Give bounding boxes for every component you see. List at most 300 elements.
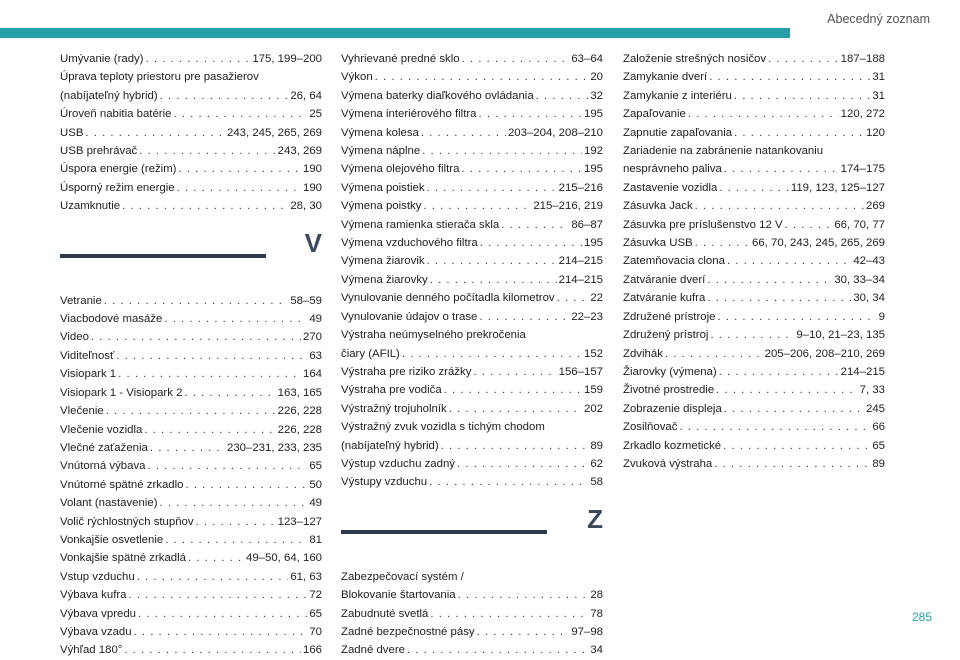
index-page-refs: 49: [309, 497, 322, 510]
index-page-refs: 195: [583, 163, 603, 176]
index-term: Uzamknutie: [60, 200, 121, 213]
dot-leader: [688, 105, 839, 123]
index-term: Viditeľnosť: [60, 349, 115, 362]
dot-leader: [104, 292, 289, 310]
dot-leader: [734, 124, 864, 142]
index-entry-line: [341, 234, 603, 252]
index-entry-line: [341, 252, 603, 270]
index-page-refs: 269: [865, 200, 885, 213]
index-term: Výstupy vzduchu: [341, 476, 428, 489]
index-term: Zvuková výstraha: [623, 457, 713, 470]
index-entry: [60, 457, 322, 475]
index-entry-line: [341, 271, 603, 289]
index-page-refs: 30, 33–34: [834, 273, 885, 286]
index-entry-line: [60, 605, 322, 623]
dot-leader: [719, 179, 788, 197]
index-page-refs: 65: [309, 607, 322, 620]
index-entry-line: [341, 623, 603, 641]
index-entry: [60, 531, 322, 549]
dot-leader: [118, 365, 301, 383]
index-entry-line: [341, 586, 603, 604]
index-page-refs: 42–43: [853, 255, 885, 268]
index-term: Združené prístroje: [623, 310, 716, 323]
index-entry-line: [60, 439, 322, 457]
index-entry: [341, 179, 603, 197]
index-term: Zrkadlo kozmetické: [623, 439, 722, 452]
index-entry-line: [341, 455, 603, 473]
index-term: Výkon: [341, 71, 373, 84]
index-entry-line: [60, 365, 322, 383]
index-entry-line: [60, 494, 322, 512]
index-entry-line: [341, 179, 603, 197]
index-page-refs: 63–64: [571, 53, 603, 65]
index-entry: [60, 476, 322, 494]
dot-leader: [557, 289, 589, 307]
dot-leader: [139, 142, 275, 160]
index-entry-line: [60, 384, 322, 402]
dot-leader: [444, 381, 582, 399]
index-term: Visiopark 1 - Visiopark 2: [60, 386, 183, 399]
index-entry: [341, 252, 603, 270]
index-entry-line: [623, 50, 885, 68]
dot-leader: [695, 234, 750, 252]
index-entry-line: [60, 641, 322, 659]
index-page-refs: 245: [865, 402, 885, 415]
index-page-refs: 22–23: [571, 310, 603, 323]
index-page-refs: 66, 70, 243, 245, 265, 269: [751, 237, 885, 250]
index-term: Výbava kufra: [60, 589, 127, 602]
index-term: Vonkajšie osvetlenie: [60, 533, 164, 546]
index-term: Založenie strešných nosičov: [623, 53, 767, 65]
dot-leader: [707, 271, 832, 289]
index-term: Zdvihák: [623, 347, 663, 360]
dot-leader: [106, 402, 276, 420]
index-entry-line: [60, 476, 322, 494]
dot-leader: [128, 586, 307, 604]
index-entry-line: [341, 197, 603, 215]
index-entry: [623, 197, 885, 215]
index-page-refs: 28: [590, 589, 603, 602]
index-entry-line: [341, 400, 603, 418]
index-entry-line: [623, 289, 885, 307]
index-page-refs: 187–188: [840, 53, 885, 65]
index-entry-line: [623, 252, 885, 270]
index-entry: [623, 381, 885, 399]
index-entry-line: [623, 345, 885, 363]
index-entry: [623, 271, 885, 289]
index-term: Vetranie: [60, 294, 102, 307]
dot-leader: [461, 160, 582, 178]
index-page-refs: 65: [872, 439, 885, 452]
index-entry-line: [341, 105, 603, 123]
dot-leader: [716, 381, 857, 399]
dot-leader: [719, 363, 839, 381]
dot-leader: [458, 586, 589, 604]
index-term: nesprávneho paliva: [623, 163, 722, 176]
index-page-refs: 214–215: [558, 255, 603, 268]
index-entry: [341, 418, 603, 455]
index-entry: [341, 289, 603, 307]
index-page-refs: 190: [302, 181, 322, 194]
index-page-refs: 66: [872, 421, 885, 434]
dot-leader: [710, 326, 794, 344]
dot-leader: [427, 252, 557, 270]
index-page-refs: 58–59: [290, 294, 322, 307]
index-term: čiary (AFIL): [341, 347, 400, 360]
index-entry-line: [60, 457, 322, 475]
index-entry-line: [60, 160, 322, 178]
index-entry-line: [60, 586, 322, 604]
section-header: [60, 227, 322, 284]
index-entry: [341, 216, 603, 234]
index-column-1: [60, 50, 322, 660]
index-entry: [341, 623, 603, 641]
index-term: Výmena žiarovik: [341, 255, 425, 268]
index-term: Zatváranie kufra: [623, 292, 706, 305]
index-entry: [60, 68, 322, 105]
index-page-refs: 205–206, 208–210, 269: [764, 347, 885, 360]
index-page-refs: 270: [302, 331, 322, 344]
index-entry-line: [341, 568, 603, 586]
dot-leader: [375, 68, 589, 86]
index-entry: [341, 568, 603, 605]
index-term: Volič rýchlostných stupňov: [60, 515, 194, 528]
index-entry: [60, 402, 322, 420]
index-entry-line: [60, 531, 322, 549]
index-term: Vnútorné spätné zrkadlo: [60, 478, 184, 491]
index-entry-line: [623, 400, 885, 418]
dot-leader: [479, 105, 582, 123]
index-page-refs: 123–127: [277, 515, 322, 528]
dot-leader: [116, 347, 307, 365]
index-entry: [341, 400, 603, 418]
index-entry-line: [341, 418, 603, 436]
dot-leader: [723, 437, 870, 455]
index-term: Umývanie (rady): [60, 53, 144, 65]
index-entry-line: [60, 328, 322, 346]
index-entry: [341, 605, 603, 623]
index-entry: [341, 197, 603, 215]
index-entry: [341, 455, 603, 473]
index-page-refs: 156–157: [558, 365, 603, 378]
index-term: Výbava vpredu: [60, 607, 136, 620]
index-entry: [623, 326, 885, 344]
index-entry: [60, 328, 322, 346]
dot-leader: [785, 216, 833, 234]
index-entry: [60, 292, 322, 310]
page-number: 285: [911, 610, 932, 624]
dot-leader: [679, 418, 870, 436]
index-entry-line: [341, 68, 603, 86]
index-page-refs: 70: [309, 625, 322, 638]
index-entry: [623, 87, 885, 105]
index-page-refs: 62: [590, 457, 603, 470]
index-term: Zapnutie zapaľovania: [623, 126, 733, 139]
index-entry: [623, 418, 885, 436]
index-entry-line: [60, 421, 322, 439]
dot-leader: [422, 142, 582, 160]
dot-leader: [430, 605, 588, 623]
index-term: Združený prístroj: [623, 329, 709, 342]
dot-leader: [164, 310, 307, 328]
index-entry: [341, 105, 603, 123]
index-term: Výstražný zvuk vozidla s tichým chodom: [341, 421, 545, 434]
index-entry: [341, 473, 603, 491]
index-entry: [60, 549, 322, 567]
index-entry: [60, 310, 322, 328]
index-term: Zariadenie na zabránenie natankovaniu: [623, 145, 824, 158]
index-entry: [623, 308, 885, 326]
index-term: Úprava teploty priestoru pre pasažierov: [60, 71, 259, 84]
dot-leader: [407, 641, 588, 659]
dot-leader: [724, 400, 864, 418]
index-page-refs: 226, 228: [277, 405, 322, 418]
index-term: Zatemňovacia clona: [623, 255, 725, 268]
index-entry-line: [341, 124, 603, 142]
index-term: USB: [60, 126, 84, 139]
dot-leader: [768, 50, 839, 68]
dot-leader: [427, 179, 557, 197]
index-entry: [60, 50, 322, 68]
dot-leader: [480, 234, 582, 252]
dot-leader: [429, 473, 588, 491]
dot-leader: [665, 345, 763, 363]
index-entry-line: [341, 473, 603, 491]
index-page-refs: 97–98: [571, 625, 603, 638]
index-page-refs: 120: [865, 126, 885, 139]
index-entry-line: [60, 179, 322, 197]
index-entry: [60, 439, 322, 457]
index-entry: [60, 605, 322, 623]
index-entry: [60, 142, 322, 160]
section-divider: [60, 254, 266, 258]
index-entry-line: [341, 142, 603, 160]
index-page-refs: 195: [583, 108, 603, 121]
index-term: Úspora energie (režim): [60, 163, 177, 176]
index-term: Volant (nastavenie): [60, 497, 158, 510]
page-header-title: Abecedný zoznam: [827, 12, 930, 26]
index-entry-line: [60, 513, 322, 531]
index-column-2: [341, 50, 603, 660]
index-term: Zobrazenie displeja: [623, 402, 722, 415]
index-page-refs: 192: [583, 145, 603, 158]
index-page-refs: 20: [590, 71, 603, 84]
index-page-refs: 243, 269: [277, 145, 322, 158]
index-term: Vlečné zaťaženia: [60, 441, 148, 454]
index-entry-line: [623, 68, 885, 86]
index-term: Zamykanie dverí: [623, 71, 708, 84]
index-page-refs: 66, 70, 77: [834, 218, 885, 231]
index-entry: [60, 384, 322, 402]
index-entry: [60, 179, 322, 197]
index-entry-line: [60, 310, 322, 328]
index-entry-line: [623, 87, 885, 105]
index-term: Zásuvka USB: [623, 237, 693, 250]
dot-leader: [724, 160, 839, 178]
index-entry-line: [341, 381, 603, 399]
index-entry: [341, 308, 603, 326]
dot-leader: [137, 568, 289, 586]
dot-leader: [160, 494, 308, 512]
index-page-refs: 166: [302, 644, 322, 657]
dot-leader: [85, 124, 225, 142]
index-entry-line: [60, 50, 322, 68]
dot-leader: [402, 345, 582, 363]
index-term: Výmena kolesa: [341, 126, 419, 139]
section-letter: V: [304, 227, 322, 258]
index-entry-line: [623, 455, 885, 473]
index-entry: [60, 197, 322, 215]
section-header: [341, 503, 603, 560]
index-entry: [60, 421, 322, 439]
index-entry: [623, 105, 885, 123]
dot-leader: [173, 105, 307, 123]
index-entry-line: [623, 308, 885, 326]
index-entry: [341, 160, 603, 178]
index-page-refs: 214–215: [840, 365, 885, 378]
section-letter: Z: [587, 503, 603, 534]
index-entry: [60, 124, 322, 142]
index-page-refs: 31: [872, 89, 885, 102]
index-term: Výhľad 180°: [60, 644, 123, 657]
index-term: Výstražný trojuholník: [341, 402, 447, 415]
dot-leader: [457, 455, 588, 473]
index-entry: [623, 179, 885, 197]
index-page-refs: 202: [583, 402, 603, 415]
index-entry-line: [623, 197, 885, 215]
index-term: Vlečenie vozidla: [60, 423, 143, 436]
index-term: Výstraha pre vodiča: [341, 384, 442, 397]
index-page-refs: 9–10, 21–23, 135: [796, 329, 885, 342]
index-entry-line: [60, 197, 322, 215]
index-entry: [341, 50, 603, 68]
index-page-refs: 58: [590, 476, 603, 489]
dot-leader: [717, 308, 876, 326]
index-entry: [623, 400, 885, 418]
index-page-refs: 81: [309, 533, 322, 546]
index-entry-line: [60, 105, 322, 123]
index-entry-line: [60, 124, 322, 142]
dot-leader: [430, 271, 557, 289]
index-entry-line: [623, 234, 885, 252]
index-entry-line: [341, 363, 603, 381]
index-entry-line: [341, 160, 603, 178]
dot-leader: [501, 216, 569, 234]
index-entry: [60, 641, 322, 659]
index-entry-line: [341, 50, 603, 68]
index-entry: [60, 347, 322, 365]
index-entry-line: [60, 142, 322, 160]
index-term: Životné prostredie: [623, 384, 715, 397]
index-page-refs: 7, 33: [859, 384, 885, 397]
index-entry-line: [341, 216, 603, 234]
index-term: (nabíjateľný hybrid): [60, 89, 158, 102]
index-entry: [623, 124, 885, 142]
dot-leader: [165, 531, 307, 549]
index-page-refs: 72: [309, 589, 322, 602]
index-page-refs: 22: [590, 292, 603, 305]
index-term: Vnútorná výbava: [60, 460, 146, 473]
index-entry-line: [60, 623, 322, 641]
index-page-refs: 195: [583, 237, 603, 250]
header-accent-bar: [0, 28, 790, 38]
index-page-refs: 120, 272: [840, 108, 885, 121]
dot-leader: [441, 437, 589, 455]
index-entry: [623, 50, 885, 68]
dot-leader: [707, 289, 851, 307]
index-entry-line: [623, 363, 885, 381]
section-divider: [341, 530, 547, 534]
dot-leader: [421, 124, 506, 142]
index-term: Výmena vzduchového filtra: [341, 237, 478, 250]
index-entry: [623, 142, 885, 179]
index-entry-line: [341, 308, 603, 326]
index-entry-line: [623, 105, 885, 123]
index-entry: [341, 124, 603, 142]
index-entry-line: [341, 289, 603, 307]
index-page-refs: 65: [309, 460, 322, 473]
index-entry: [60, 160, 322, 178]
dot-leader: [185, 476, 307, 494]
index-term: Úsporný režim energie: [60, 181, 175, 194]
index-term: Výmena poistky: [341, 200, 422, 213]
index-term: Úroveň nabitia batérie: [60, 108, 172, 121]
index-page-refs: 31: [872, 71, 885, 84]
index-term: Vonkajšie spätné zrkadlá: [60, 552, 187, 565]
index-term: Výmena poistiek: [341, 181, 425, 194]
index-page-refs: 175, 199–200: [252, 53, 322, 65]
dot-leader: [91, 328, 301, 346]
dot-leader: [148, 457, 308, 475]
index-page-refs: 174–175: [840, 163, 885, 176]
index-entry-line: [623, 418, 885, 436]
index-term: Vynulovanie denného počítadla kilometrov: [341, 292, 555, 305]
index-term: Zastavenie vozidla: [623, 181, 718, 194]
index-entry-line: [341, 87, 603, 105]
index-term: Výstup vzduchu zadný: [341, 457, 455, 470]
index-term: Zabudnuté svetlá: [341, 607, 429, 620]
index-page-refs: 230–231, 233, 235: [226, 441, 322, 454]
index-entry: [341, 142, 603, 160]
index-entry: [60, 494, 322, 512]
index-term: Zosilňovač: [623, 421, 678, 434]
index-term: Výstraha neúmyselného prekročenia: [341, 329, 526, 342]
index-column-3: [623, 50, 885, 473]
index-entry-line: [623, 179, 885, 197]
dot-leader: [150, 439, 225, 457]
index-entry-line: [623, 216, 885, 234]
index-entry-line: [623, 271, 885, 289]
index-entry: [623, 345, 885, 363]
dot-leader: [423, 197, 531, 215]
index-page-refs: 28, 30: [290, 200, 322, 213]
index-entry-line: [623, 326, 885, 344]
index-term: Blokovanie štartovania: [341, 589, 456, 602]
index-term: Visiopark 1: [60, 368, 117, 381]
index-page-refs: 78: [590, 607, 603, 620]
index-entry-line: [623, 160, 885, 178]
index-term: Vlečenie: [60, 405, 104, 418]
index-page-refs: 243, 245, 265, 269: [226, 126, 322, 139]
index-page-refs: 215–216, 219: [533, 200, 603, 213]
dot-leader: [160, 87, 289, 105]
index-entry: [623, 455, 885, 473]
index-page-refs: 152: [583, 347, 603, 360]
index-entry: [623, 252, 885, 270]
index-entry: [60, 513, 322, 531]
dot-leader: [138, 605, 307, 623]
dot-leader: [479, 308, 569, 326]
